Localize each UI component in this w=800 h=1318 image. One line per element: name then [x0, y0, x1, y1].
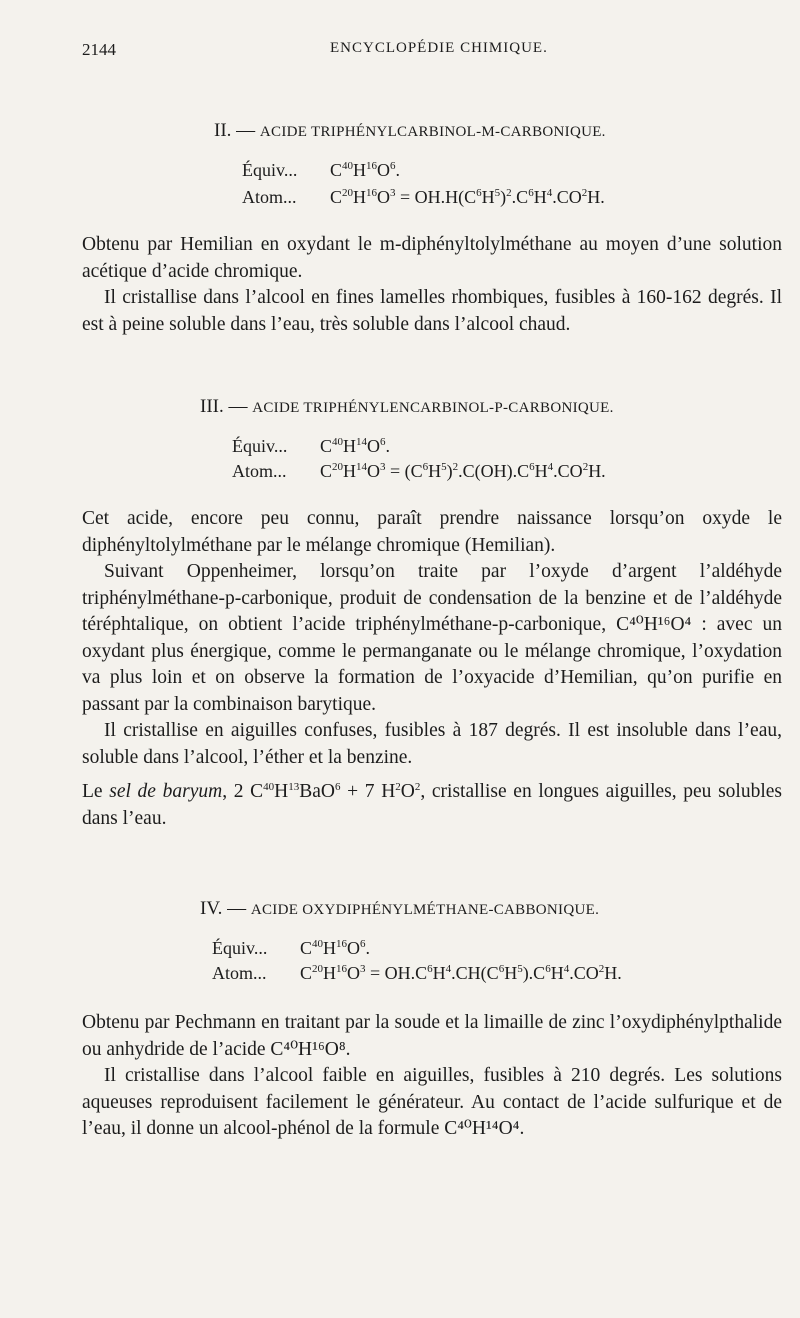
paragraph: Il cristallise en aiguilles confuses, fusibles à 187 degrés. Il est insoluble dans l’eau, soluble dans l’alcool, l’éther et la benzine.: [82, 720, 782, 768]
section-heading-iii: III. — ACIDE TRIPHÉNYLENCARBINOL-P-CARBONIQUE.: [200, 396, 614, 417]
paragraph: Cet acide, encore peu connu, paraît prendre naissance lorsqu’on oxyde le diphényltolylméthane par le mélange chromique (Hemilian).: [82, 508, 782, 556]
page-number: 2144: [82, 40, 116, 59]
equiv-label: Équiv...: [242, 160, 298, 180]
atom-line: [242, 187, 605, 208]
atom-formula: $C^{20}H^{16}O^3 = OH.H(C^6H^5)^2.C^6H^4.CO^2H$.: [330, 187, 605, 207]
paragraph: Le sel de baryum, 2 $C^{40}H^{13}BaO^6 + 7$ $H^2O^2$, cristallise en longues aiguilles, peu solubles dans l’eau.: [82, 781, 782, 829]
section-body-iv: [82, 1010, 782, 1143]
equiv-line: [212, 938, 370, 959]
section-heading-ii: II. — ACIDE TRIPHÉNYLCARBINOL-M-CARBONIQUE.: [214, 120, 606, 141]
atom-label: Atom...: [242, 187, 297, 207]
equiv-formula: $C^{40}H^{16}O^6$.: [300, 938, 371, 958]
paragraph: Il cristallise dans l’alcool faible en aiguilles, fusibles à 210 degrés. Les solutions aqueuses reproduisent facilement le générateur. Au contact de l’acide sulfurique et de l’eau, il donne un alcool-phénol de la formule C⁴⁰H¹⁴O⁴.: [82, 1065, 782, 1139]
section-numeral: III.: [200, 396, 224, 417]
equiv-formula: $C^{40}H^{16}O^6$.: [330, 160, 401, 180]
section-body-iii: [82, 506, 782, 832]
paragraph: Suivant Oppenheimer, lorsqu’on traite par l’oxyde d’argent l’aldéhyde triphénylméthane-p-carbonique, produit de condensation de la benzine et de l’aldéhyde téréphtalique, on obtient l’acide triphénylméthane-p-carbonique, C⁴⁰H¹⁶O⁴ : avec un oxydant plus énergique, comme le permanganate ou le mélange chromique, l’oxydation va plus loin et on observe la formation de l’oxyacide d’Hemilian, qu’on purifie en passant par la combinaison barytique.: [82, 561, 782, 715]
equiv-label: Équiv...: [212, 938, 268, 958]
paragraph: Obtenu par Pechmann en traitant par la soude et la limaille de zinc l’oxydiphénylpthalide ou anhydride de l’acide C⁴⁰H¹⁶O⁸.: [82, 1012, 782, 1060]
section-body-ii: [82, 232, 782, 338]
atom-line: [212, 963, 622, 984]
atom-formula: $C^{20}H^{14}O^3 = (C^6H^5)^2.C(OH).C^6H^4.CO^2H$.: [320, 461, 606, 481]
equiv-line: [232, 436, 390, 457]
atom-line: [232, 461, 606, 482]
equiv-line: [242, 160, 400, 181]
section-heading-iv: IV. — ACIDE OXYDIPHÉNYLMÉTHANE-CABBONIQUE.: [200, 898, 600, 919]
paragraph: Obtenu par Hemilian en oxydant le m-diphényltolylméthane au moyen d’une solution acétique d’acide chromique.: [82, 234, 782, 282]
atom-label: Atom...: [212, 963, 267, 983]
paragraph: Il cristallise dans l’alcool en fines lamelles rhombiques, fusibles à 160-162 degrés. Il est à peine soluble dans l’eau, très soluble dans l’alcool chaud.: [82, 287, 782, 335]
section-title: ACIDE TRIPHÉNYLCARBINOL-M-CARBONIQUE.: [259, 124, 606, 140]
equiv-label: Équiv...: [232, 436, 288, 456]
section-numeral: IV.: [200, 898, 223, 919]
section-numeral: II.: [214, 120, 232, 141]
atom-formula: $C^{20}H^{16}O^3 = OH.C^6H^4.CH(C^6H^5).C^6H^4.CO^2H$.: [300, 963, 622, 983]
atom-label: Atom...: [232, 461, 287, 481]
section-title: ACIDE TRIPHÉNYLENCARBINOL-P-CARBONIQUE.: [252, 400, 614, 416]
equiv-formula: $C^{40}H^{14}O^6$.: [320, 436, 391, 456]
running-title: ENCYCLOPÉDIE CHIMIQUE.: [330, 40, 548, 56]
section-title: ACIDE OXYDIPHÉNYLMÉTHANE-CABBONIQUE.: [250, 902, 600, 918]
